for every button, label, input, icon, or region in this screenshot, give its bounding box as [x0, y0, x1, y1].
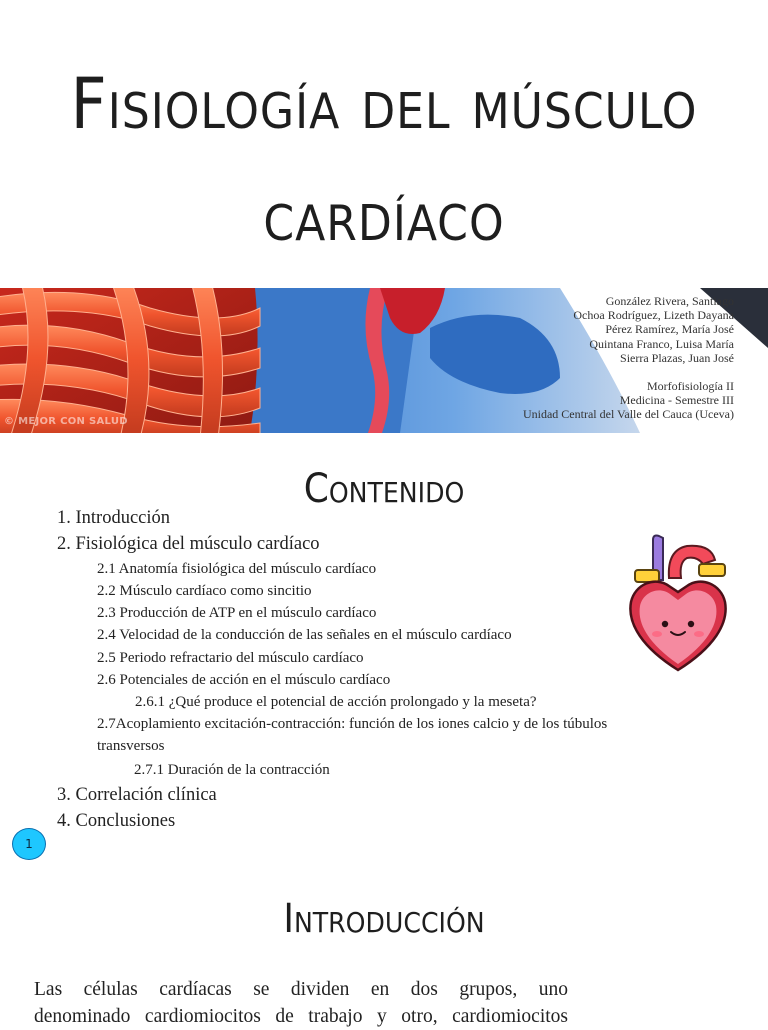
page-number-badge[interactable]: 1 — [12, 828, 46, 860]
toc-item[interactable]: 2.4 Velocidad de la conducción de las señales en el músculo cardíaco — [97, 627, 512, 643]
document-title — [0, 48, 768, 272]
authors-block — [523, 294, 734, 422]
heart-icon — [603, 528, 753, 678]
toc-item[interactable]: 2.3 Producción de ATP en el músculo cardíaco — [97, 605, 377, 621]
toc-item[interactable]: 1. Introducción — [57, 508, 171, 528]
intro-heading: Introducción — [283, 896, 485, 942]
author-name: Ochoa Rodríguez, Lizeth Dayana — [573, 308, 734, 323]
author-name: González Rivera, Santiago — [605, 294, 734, 308]
toc-item[interactable]: transversos — [97, 738, 165, 754]
toc-item[interactable]: 2.2 Músculo cardíaco como sincitio — [97, 583, 312, 599]
university-name: Unidad Central del Valle del Cauca (Uceva) — [522, 407, 734, 422]
authors-spacer — [523, 365, 734, 379]
toc-item[interactable]: 2.7.1 Duración de la contracción — [134, 762, 330, 778]
toc-item[interactable]: 3. Correlación clínica — [57, 785, 217, 805]
contents-heading: Contenido — [303, 466, 465, 512]
author-name: Sierra Plazas, Juan José — [620, 350, 734, 365]
toc-item[interactable]: 4. Conclusiones — [57, 811, 176, 831]
toc-item[interactable]: 2.1 Anatomía fisiológica del músculo cardíaco — [97, 561, 377, 577]
intro-paragraph — [34, 976, 568, 1030]
intro-line: denominado cardiomiocitos de trabajo y otro, cardiomiocitos — [34, 1006, 568, 1027]
intro-line: Las células cardíacas se dividen en dos grupos, uno — [34, 979, 568, 1000]
banner-watermark: © MEJOR CON SALUD — [4, 416, 128, 427]
program-name: Medicina - Semestre III — [619, 393, 734, 408]
author-name: Quintana Franco, Luisa María — [589, 336, 734, 351]
title-line-1: Fisiología del músculo — [70, 63, 698, 145]
toc-item[interactable]: 2.7Acoplamiento excitación-contracción: función de los iones calcio y de los túbulos — [97, 716, 608, 732]
toc-item[interactable]: 2.6 Potenciales de acción en el músculo cardíaco — [97, 672, 391, 688]
author-name: Pérez Ramírez, María José — [605, 322, 734, 337]
course-name: Morfofisiología II — [647, 379, 734, 394]
title-line-2: cardíaco — [263, 175, 505, 257]
toc-item[interactable]: 2. Fisiológica del músculo cardíaco — [57, 534, 320, 554]
toc-item[interactable]: 2.5 Periodo refractario del músculo cardíaco — [97, 650, 364, 666]
toc-item[interactable]: 2.6.1 ¿Qué produce el potencial de acción prolongado y la meseta? — [135, 694, 537, 710]
